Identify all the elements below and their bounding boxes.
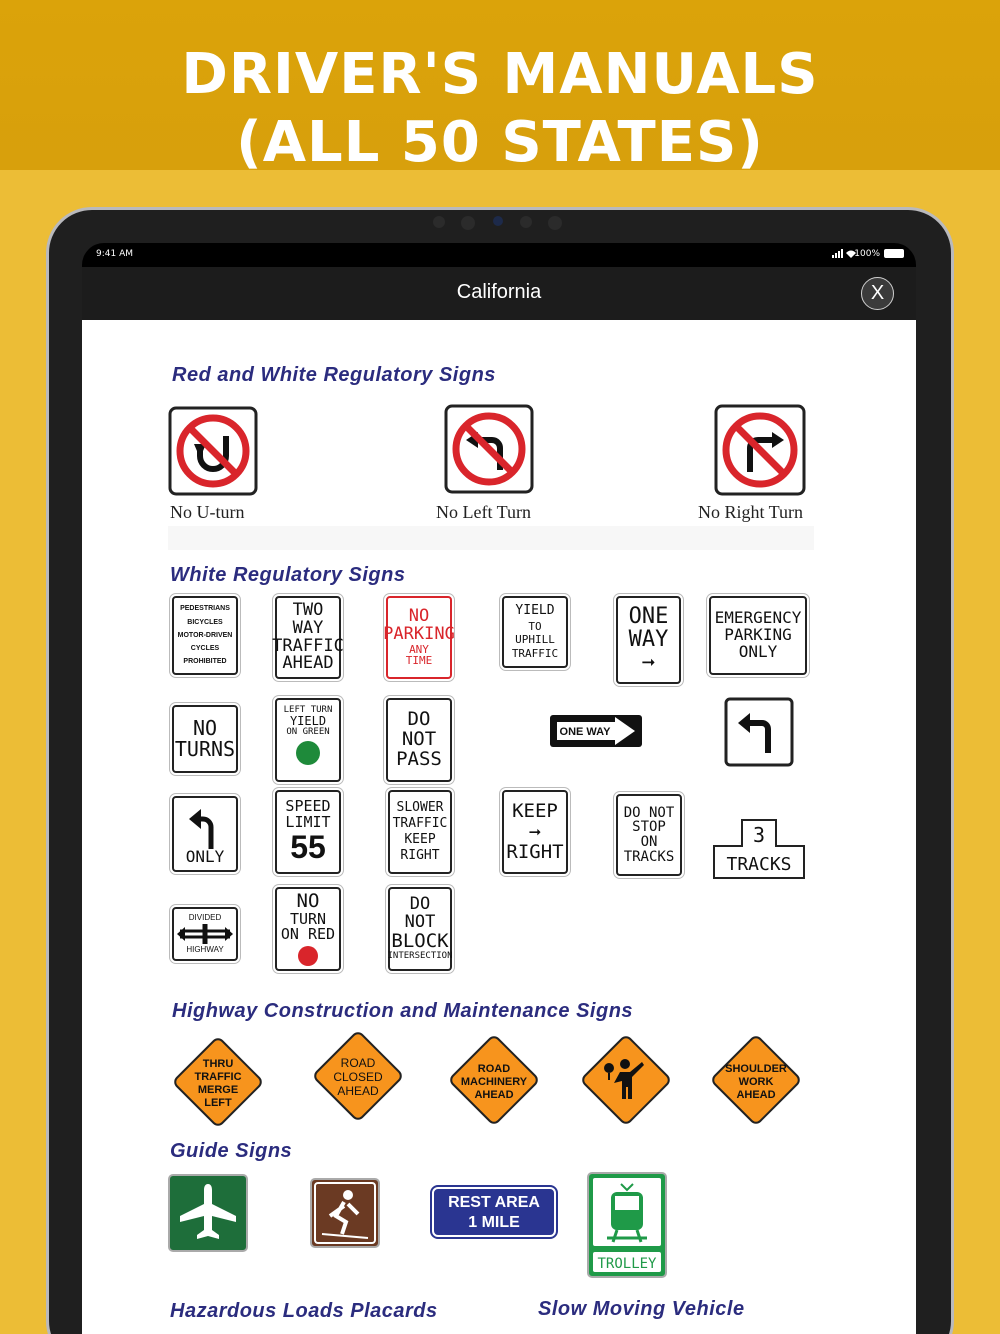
left-turn-yield-on-green-sign: LEFT TURN YIELD ON GREEN [275,698,341,782]
svg-text:TROLLEY: TROLLEY [597,1256,657,1272]
section-title-white: White Regulatory Signs [170,564,406,586]
svg-text:3: 3 [752,823,766,847]
one-way-sign: ONE WAY ➞ [616,596,681,684]
svg-text:TRACKS: TRACKS [726,854,792,875]
svg-text:ONE WAY: ONE WAY [559,726,611,738]
battery-icon [884,249,904,258]
status-bar [82,243,916,267]
camera-lens [493,216,503,226]
caption-no-left-turn: No Left Turn [436,502,532,522]
road-closed-ahead-sign [310,1028,406,1124]
status-time: 9:41 AM [96,249,133,259]
sensor-dot [433,216,445,228]
no-left-turn-sign [444,404,534,494]
close-button[interactable]: X [861,277,894,310]
trolley-sign [587,1172,667,1278]
do-not-pass-sign: DO NOT PASS [386,698,452,782]
svg-text:CLOSED: CLOSED [333,1070,383,1084]
manual-page[interactable] [82,320,916,1334]
section-title-hazardous: Hazardous Loads Placards [170,1300,438,1322]
no-u-turn-sign [168,406,258,496]
thru-traffic-merge-left-sign [170,1034,266,1130]
road-machinery-ahead-sign [446,1032,542,1128]
flagger-ahead-sign [578,1032,674,1128]
svg-text:AHEAD: AHEAD [474,1089,514,1101]
airport-sign [168,1174,248,1252]
svg-text:MACHINERY: MACHINERY [460,1076,528,1088]
green-circle-icon [296,741,320,765]
red-circle-icon [298,946,318,966]
battery-percent: 100% [854,249,880,259]
caption-shade [168,526,814,550]
no-turn-on-red-sign: NO TURN ON RED [275,887,341,971]
right-arrow-icon: ➞ [528,819,542,844]
banner-title-line2: (ALL 50 STATES) [236,110,764,175]
do-not-block-intersection-sign: DO NOT BLOCK INTERSECTION [388,887,452,971]
curved-left-arrow-icon [185,805,225,849]
rest-area-sign: REST AREA 1 MILE [432,1187,556,1237]
banner-title-line1: DRIVER'S MANUALS [181,42,819,107]
svg-text:TRAFFIC: TRAFFIC [194,1071,242,1083]
camera-dot [461,216,475,230]
left-turn-arrow-sign [724,697,794,767]
one-way-arrow-sign [549,714,643,748]
no-parking-any-time-sign: NO PARKING ANY TIME [386,596,452,679]
left-only-sign: ONLY [172,796,238,872]
sensor-dot [520,216,532,228]
section-title-slow-moving: Slow Moving Vehicle [538,1298,745,1320]
section-title-guide: Guide Signs [170,1140,293,1162]
cross-country-skiing-sign [310,1178,380,1248]
no-turns-sign: NO TURNS [172,705,238,773]
section-title-construction: Highway Construction and Maintenance Signs [172,1000,634,1022]
yield-uphill-traffic-sign: YIELD TO UPHILL TRAFFIC [502,596,568,668]
screen [82,243,916,1334]
pedestrians-prohibited-sign: PEDESTRIANS BICYCLES MOTOR-DRIVEN CYCLES PROHIBITED [172,596,238,675]
svg-text:AHEAD: AHEAD [736,1089,776,1101]
right-arrow-icon: ➞ [641,650,656,676]
emergency-parking-only-sign: EMERGENCY PARKING ONLY [709,596,807,675]
divided-arrows-icon [176,922,234,946]
do-not-stop-on-tracks-sign: DO NOT STOP ON TRACKS [616,794,682,876]
svg-text:AHEAD: AHEAD [337,1084,379,1098]
speed-limit-55-sign: SPEED LIMIT 55 [275,790,341,874]
two-way-traffic-ahead-sign: TWO WAY TRAFFIC AHEAD [275,596,341,679]
caption-no-right-turn: No Right Turn [698,502,804,522]
slower-traffic-keep-right-sign: SLOWER TRAFFIC KEEP RIGHT [388,790,452,874]
svg-text:MERGE: MERGE [197,1084,239,1096]
svg-text:ROAD: ROAD [477,1063,511,1075]
three-tracks-sign [712,818,806,880]
nav-bar [82,267,916,320]
divided-highway-sign: DIVIDED HIGHWAY [172,907,238,961]
section-title-red-white: Red and White Regulatory Signs [172,364,496,386]
svg-text:SHOULDER: SHOULDER [725,1063,787,1075]
page-title: California [456,281,542,303]
sensor-dot [548,216,562,230]
no-right-turn-sign [714,404,806,496]
svg-text:ROAD: ROAD [340,1056,376,1070]
svg-text:LEFT: LEFT [204,1097,232,1109]
svg-text:THRU: THRU [202,1058,234,1070]
caption-no-u-turn: No U-turn [170,502,245,522]
shoulder-work-ahead-sign [708,1032,804,1128]
keep-right-sign: KEEP ➞ RIGHT [502,790,568,874]
svg-text:WORK: WORK [738,1076,774,1088]
